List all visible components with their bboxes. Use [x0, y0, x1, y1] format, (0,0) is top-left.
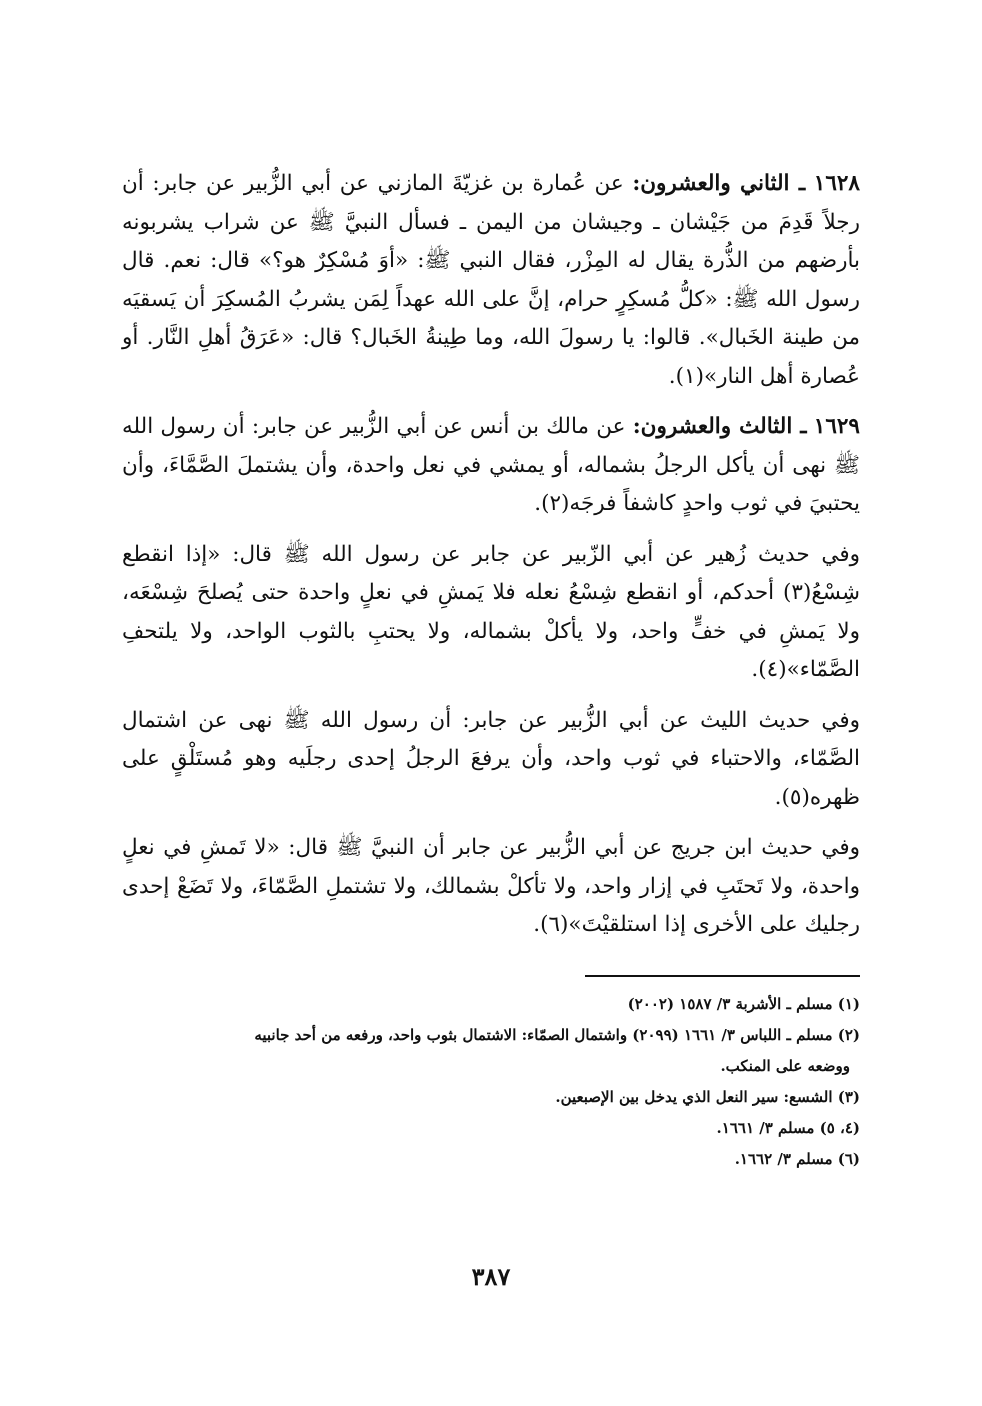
hadith-text: وفي حديث ابن جريج عن أبي الزُّبير عن جابر أن النبيَّ ﷺ قال: «لا تَمشِ في نعلٍ واحدة، ولا تَحتَبِ في إزار واحد، ولا تأكلْ بشمالك، ولا تشتملِ الصَّمّاءَ، ولا تَضَعْ إحدى رجليك على الأخرى إذا استلقيْتَ»(٦).: [122, 835, 860, 937]
hadith-paragraph-1628: [122, 165, 860, 396]
hadith-number: ١٦٢٨: [813, 171, 860, 196]
footnote-4-5: [122, 1113, 860, 1144]
footnote-3: [122, 1082, 860, 1113]
hadith-text: وفي حديث الليث عن أبي الزُّبير عن جابر: أن رسول الله ﷺ نهى عن اشتمال الصَّمّاء، والاحتباء في ثوب واحد، وأن يرفعَ الرجلُ إحدى رجلَيه وهو مُستَلْقٍ على ظهره(٥).: [122, 707, 860, 810]
footnote-separator: [585, 975, 860, 977]
hadith-number: ١٦٢٩: [813, 414, 860, 439]
footnote-text: (٤، ٥) مسلم ٣/ ١٦٦١.: [716, 1118, 860, 1137]
main-text: [122, 165, 860, 945]
page-number: ٣٨٧: [471, 1262, 511, 1291]
hadith-heading: ـ الثاني والعشرون:: [632, 171, 806, 196]
hadith-paragraph-zuhair: [122, 536, 860, 690]
footnote-1: [122, 989, 860, 1020]
hadith-text: عن عُمارة بن غزيّةَ المازني عن أبي الزُّبير عن جابر: أن رجلاً قَدِمَ من جَيْشان ـ وجيشان من اليمن ـ فسأل النبيَّ ﷺ عن شراب يشربونه بأرضهم من الذُّرة يقال له المِزْر، فقال النبي ﷺ: «أوَ مُسْكِرٌ هو؟» قال: نعم. قال رسول الله ﷺ: «كلُّ مُسكِرٍ حرام، إنَّ على الله عهداً لِمَن يشربُ المُسكِرَ أن يَسقيَه من طينة الخَبال». قالوا: يا رسولَ الله، وما طِينةُ الخَبال؟ قال: «عَرَقُ أهلِ النَّار. أو عُصارة أهل النار»(١).: [122, 171, 860, 389]
footnote-text: (٦) مسلم ٣/ ١٦٦٢.: [734, 1149, 860, 1168]
footnote-continuation: ووضعه على المنكب.: [720, 1056, 850, 1075]
footnote-text: (١) مسلم ـ الأشربة ٣/ ١٥٨٧ (٢٠٠٢): [627, 994, 860, 1013]
footnote-text: (٢) مسلم ـ اللباس ٣/ ١٦٦١ (٢٠٩٩) واشتمال الصمّاء: الاشتمال بثوب واحد، ورفعه من أحد جانبيه: [254, 1025, 860, 1044]
hadith-heading: ـ الثالث والعشرون:: [632, 414, 807, 439]
footnote-text: (٣) الشسع: سير النعل الذي يدخل بين الإصبعين.: [555, 1087, 860, 1106]
hadith-paragraph-laith: [122, 702, 860, 818]
footnotes: [122, 989, 860, 1175]
footnote-2: [122, 1020, 860, 1082]
hadith-text: عن مالك بن أنس عن أبي الزُّبير عن جابر: أن رسول الله ﷺ نهى أن يأكل الرجلُ بشماله، أو يمشي في نعل واحدة، وأن يشتملَ الصَّمَّاءَ، وأن يحتبيَ في ثوب واحدٍ كاشفاً فرجَه(٢).: [122, 414, 860, 516]
hadith-text: وفي حديث زُهير عن أبي الزّبير عن جابر عن رسول الله ﷺ قال: «إذا انقطع شِسْعُ(٣) أحدكم، أو انقطع شِسْعُ نعله فلا يَمشِ في نعلٍ واحدة حتى يُصلحَ شِسْعَه، ولا يَمشِ في خفٍّ واحد، ولا يأكلْ بشماله، ولا يحتبِ بالثوب الواحد، ولا يلتحفِ الصَّمّاء»(٤).: [122, 541, 860, 682]
hadith-paragraph-1629: [122, 408, 860, 524]
footnote-6: [122, 1144, 860, 1175]
hadith-paragraph-ibn-juraij: [122, 829, 860, 945]
